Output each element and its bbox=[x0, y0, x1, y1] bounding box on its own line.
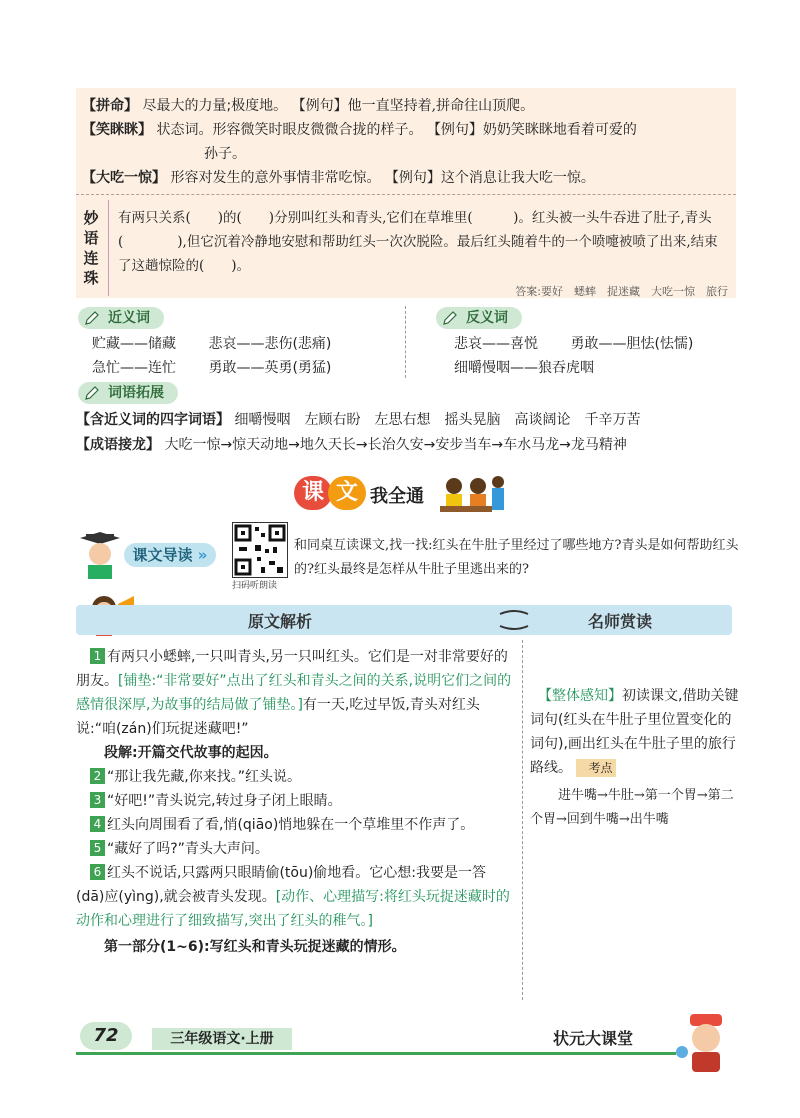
paragraph-analysis: 段解:开篇交代故事的起因。 bbox=[104, 745, 278, 761]
title-rest: 我全通 bbox=[370, 486, 424, 507]
chain-label: 【成语接龙】 bbox=[76, 437, 160, 453]
banner-left-label: 原文解析 bbox=[248, 612, 313, 631]
paragraph bbox=[76, 645, 514, 741]
paragraph-number: 6 bbox=[90, 864, 105, 880]
example-sentence: 这个消息让我大吃一惊。 bbox=[440, 170, 595, 186]
example-tag: 【例句】 bbox=[291, 98, 348, 114]
expansion-tag bbox=[78, 382, 178, 404]
antonym-row bbox=[454, 357, 594, 377]
paragraph-text: “好吧!”青头说完,转过身子闭上眼睛。 bbox=[107, 793, 342, 809]
chain-words: 大吃一惊→惊天动地→地久天长→长治久安→安步当车→车水马龙→龙马精神 bbox=[164, 437, 627, 453]
paragraph bbox=[76, 861, 514, 933]
kaodian-badge: 考点 bbox=[576, 759, 616, 777]
synonym-pair: 悲哀——悲伤(悲痛) bbox=[208, 336, 332, 352]
annotation-note: [铺垫:“非常要好”点出了红头和青头之间的关系,说明它们之间的感情很深厚,为故事的结局做了铺垫。] bbox=[76, 673, 512, 713]
title-char-1: 课 bbox=[294, 476, 332, 510]
chain-row bbox=[76, 434, 627, 454]
example-sentence: 他一直坚持着,拼命往山顶爬。 bbox=[347, 98, 535, 114]
qr-code-icon[interactable] bbox=[232, 522, 288, 578]
antonyms-title: 反义词 bbox=[466, 310, 508, 326]
guide-button-label: 课文导读 bbox=[132, 546, 193, 564]
annotation-note: [动作、心理描写:将红头玩捉迷藏时的动作和心理进行了细致描写,突出了红头的稚气。] bbox=[76, 889, 510, 929]
four-char-words: 细嚼慢咽 左顾右盼 左思右想 摇头晃脑 高谈阔论 千辛万苦 bbox=[234, 412, 641, 428]
guide-button[interactable]: 课文导读 » bbox=[124, 543, 216, 567]
paragraph-number: 4 bbox=[90, 816, 105, 832]
synonym-row bbox=[92, 333, 331, 353]
banner-right-label: 名师赏读 bbox=[588, 612, 653, 631]
paragraph-text: 有两只小蟋蟀,一只叫青头,另一只叫红头。它们是一对非常要好的朋友。 bbox=[76, 649, 508, 689]
pencil-icon bbox=[84, 385, 100, 401]
example-continuation: 孙子。 bbox=[204, 146, 246, 162]
part-summary: 第一部分(1~6):写红头和青头玩捉迷藏的情形。 bbox=[104, 939, 406, 955]
synonym-pair: 急忙——连忙 bbox=[92, 360, 176, 376]
synonym-pair: 勇敢——英勇(勇猛) bbox=[208, 360, 332, 376]
synonyms-title: 近义词 bbox=[108, 310, 150, 326]
pencil-icon bbox=[84, 310, 100, 326]
paragraph-text: 红头不说话,只露两只眼睛偷(tōu)偷地看。它心想:我要是一答(dā)应(yìng),就会被青头发现。 bbox=[76, 865, 487, 905]
mascot-illustration bbox=[674, 1012, 738, 1080]
paragraph bbox=[76, 765, 514, 789]
expansion-title: 词语拓展 bbox=[108, 385, 164, 401]
divider bbox=[405, 306, 406, 378]
paragraph-text: “藏好了吗?”青头大声问。 bbox=[107, 841, 269, 857]
grade-label: 三年级语文·上册 bbox=[152, 1028, 292, 1050]
paragraph-number: 3 bbox=[90, 792, 105, 808]
definition-meaning: 状态词。形容微笑时眼皮微微合拢的样子。 bbox=[156, 122, 423, 138]
definition-term: 【笑眯眯】 bbox=[82, 122, 152, 138]
side-note-body: 初读课文,借助关键词句(红头在牛肚子里位置变化的词句),画出红头在牛肚子里的旅行路线。 bbox=[530, 688, 739, 776]
divider bbox=[76, 194, 736, 195]
page-number: 72 bbox=[80, 1022, 132, 1050]
antonym-row bbox=[454, 333, 693, 353]
paragraph bbox=[76, 813, 514, 837]
definition-meaning: 尽最大的力量;极度地。 bbox=[142, 98, 288, 114]
clip-icon bbox=[496, 608, 532, 632]
definition-row bbox=[82, 96, 534, 116]
miaoyu-label: 妙语连珠 bbox=[83, 209, 99, 287]
title-char-2: 文 bbox=[328, 476, 366, 510]
synonyms-tag bbox=[78, 307, 164, 329]
paragraph-number: 1 bbox=[90, 648, 105, 664]
paragraph-number: 2 bbox=[90, 768, 105, 784]
definition-row bbox=[82, 168, 595, 188]
four-char-row bbox=[76, 409, 640, 429]
antonyms-tag bbox=[436, 307, 522, 329]
paragraph-text: “那让我先藏,你来找。”红头说。 bbox=[107, 769, 301, 785]
four-char-label: 【含近义词的四字词语】 bbox=[76, 412, 230, 428]
pencil-icon bbox=[442, 310, 458, 326]
divider bbox=[108, 200, 109, 296]
example-sentence: 奶奶笑眯眯地看着可爱的 bbox=[482, 122, 637, 138]
students-illustration bbox=[440, 472, 506, 516]
definition-meaning: 形容对发生的意外事情非常吃惊。 bbox=[170, 170, 381, 186]
miaoyu-text: 有两只关系( )的( )分别叫红头和青头,它们在草堆里( )。红头被一头牛吞进了肚子,青头( ),但它沉着冷静地安慰和帮助红头一次次脱险。最后红头随着牛的一个喷嚏被喷了出来,结束了这趟惊险的( )。 bbox=[118, 210, 718, 274]
student-graduate-illustration bbox=[76, 532, 124, 582]
antonym-pair: 勇敢——胆怯(怯懦) bbox=[570, 336, 694, 352]
synonym-pair: 贮藏——储藏 bbox=[92, 336, 176, 352]
main-text bbox=[76, 645, 514, 959]
brand-label: 状元大课堂 bbox=[553, 1029, 634, 1048]
guide-text: 和同桌互读课文,找一找:红头在牛肚子里经过了哪些地方?青头是如何帮助红头的?红头最终是怎样从牛肚子里逃出来的? bbox=[294, 538, 739, 577]
paragraph bbox=[76, 789, 514, 813]
section-title bbox=[290, 470, 510, 516]
qr-caption: 扫码听朗读 bbox=[232, 581, 278, 591]
paragraph bbox=[76, 837, 514, 861]
side-note-label: 【整体感知】 bbox=[538, 688, 622, 704]
definition-term: 【大吃一惊】 bbox=[82, 170, 166, 186]
antonym-pair: 悲哀——喜悦 bbox=[454, 336, 538, 352]
route-text: 进牛嘴→牛肚→第一个胃→第二个胃→回到牛嘴→出牛嘴 bbox=[530, 788, 734, 827]
analysis-banner bbox=[76, 605, 732, 635]
divider bbox=[522, 640, 523, 1000]
synonym-row bbox=[92, 357, 331, 377]
example-tag: 【例句】 bbox=[426, 122, 483, 138]
paragraph-text: 红头向周围看了看,悄(qiāo)悄地躲在一个草堆里不作声了。 bbox=[107, 817, 475, 833]
definition-term: 【拼命】 bbox=[82, 98, 138, 114]
miaoyu-answer: 答案:要好 蟋蟀 捉迷藏 大吃一惊 旅行 bbox=[515, 285, 728, 298]
paragraph-number: 5 bbox=[90, 840, 105, 856]
side-note bbox=[530, 684, 740, 832]
definition-row bbox=[82, 120, 637, 140]
antonym-pair: 细嚼慢咽——狼吞虎咽 bbox=[454, 360, 594, 376]
example-tag: 【例句】 bbox=[384, 170, 441, 186]
side-note-text bbox=[530, 684, 740, 780]
paragraph-text: 有一天,吃过早饭,青头对红头说:“咱(zán)们玩捉迷藏吧!” bbox=[76, 697, 480, 737]
